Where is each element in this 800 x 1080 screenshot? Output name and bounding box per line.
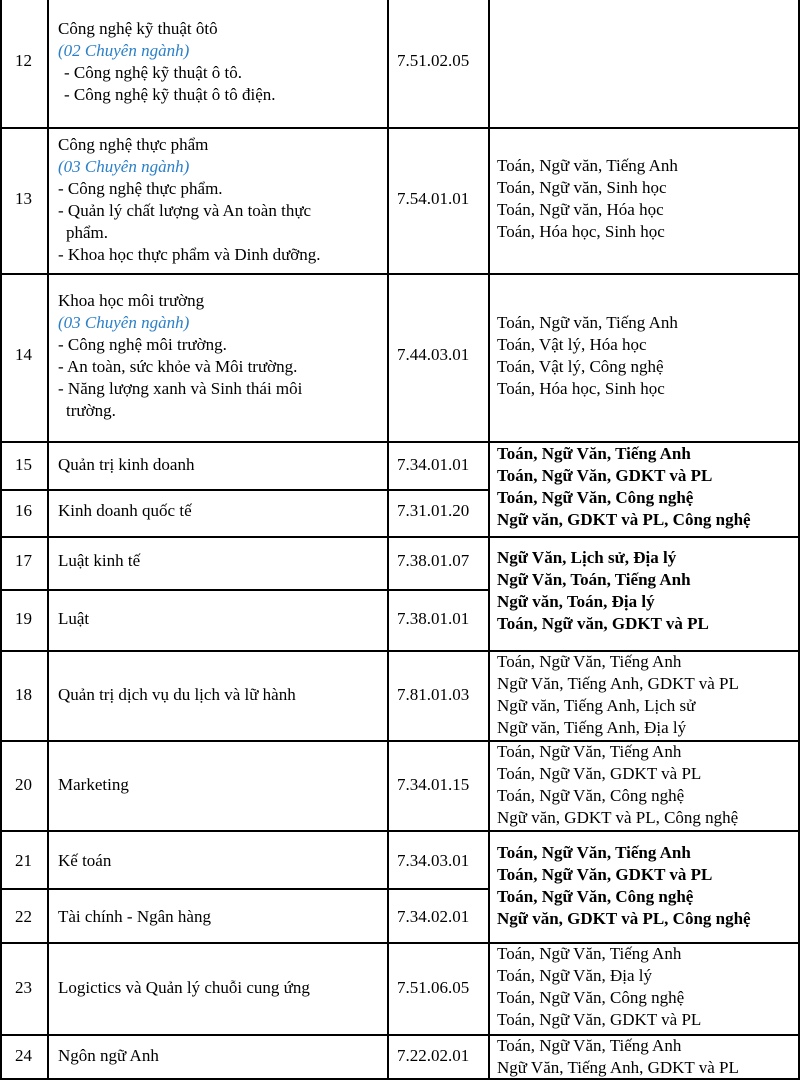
program-code: 7.34.01.15 — [397, 775, 470, 794]
subject-combos-merged — [497, 842, 751, 930]
subject-combos — [497, 1035, 739, 1079]
specialization-item: phẩm. — [66, 223, 109, 242]
row-number: 13 — [15, 189, 32, 208]
subject-combo: Toán, Ngữ Văn, Công nghệ — [497, 988, 685, 1007]
subject-combo: Toán, Ngữ Văn, Công nghệ — [497, 887, 694, 906]
subject-combo: Toán, Vật lý, Hóa học — [497, 335, 647, 354]
row-number: 24 — [15, 1046, 32, 1065]
row-divider — [0, 273, 800, 275]
row-divider — [0, 888, 488, 890]
subject-combo: Ngữ Văn, Tiếng Anh, GDKT và PL — [497, 674, 739, 693]
row-number: 20 — [15, 775, 32, 794]
program-name: Marketing — [58, 775, 129, 794]
row-divider — [0, 830, 800, 832]
specialization-item: - Năng lượng xanh và Sinh thái môi — [58, 379, 303, 398]
specialization-item: - Quản lý chất lượng và An toàn thực — [58, 201, 312, 220]
row-divider — [0, 127, 800, 129]
subject-combos — [497, 741, 738, 829]
program-code: 7.34.03.01 — [397, 851, 470, 870]
table-border-right — [798, 0, 800, 1080]
row-number: 17 — [15, 551, 32, 570]
program-name: Luật — [58, 609, 90, 628]
program-code: 7.31.01.20 — [397, 501, 470, 520]
subject-combo: Toán, Ngữ Văn, Địa lý — [497, 966, 653, 985]
subject-combo: Toán, Ngữ văn, Sinh học — [497, 178, 667, 197]
subject-combo: Ngữ văn, GDKT và PL, Công nghệ — [497, 510, 751, 529]
specialization-item: - Công nghệ thực phẩm. — [58, 179, 223, 198]
program-name: Kinh doanh quốc tế — [58, 501, 192, 520]
subject-combo: Ngữ văn, Tiếng Anh, Lịch sử — [497, 696, 696, 715]
program-name: Logictics và Quản lý chuỗi cung ứng — [58, 978, 310, 997]
specialization-note: (03 Chuyên ngành) — [58, 157, 190, 176]
program-code: 7.44.03.01 — [397, 345, 470, 364]
subject-combos — [497, 312, 678, 400]
program-name: Quản trị kinh doanh — [58, 455, 195, 474]
subject-combos-merged — [497, 547, 709, 635]
row-divider — [0, 536, 800, 538]
subject-combo: Toán, Hóa học, Sinh học — [497, 379, 665, 398]
row-number: 12 — [15, 51, 32, 70]
row-number: 22 — [15, 907, 32, 926]
row-number: 19 — [15, 609, 32, 628]
column-divider — [488, 0, 490, 1080]
program-name: Công nghệ thực phẩm — [58, 135, 209, 154]
program-code: 7.51.06.05 — [397, 978, 470, 997]
program-name: Ngôn ngữ Anh — [58, 1046, 159, 1065]
subject-combo: Ngữ Văn, Lịch sử, Địa lý — [497, 548, 677, 567]
row-number: 18 — [15, 685, 32, 704]
program-code: 7.81.01.03 — [397, 685, 470, 704]
subject-combo: Ngữ Văn, Tiếng Anh, GDKT và PL — [497, 1058, 739, 1077]
subject-combo: Toán, Ngữ văn, Tiếng Anh — [497, 156, 678, 175]
program-code: 7.38.01.07 — [397, 551, 470, 570]
row-number: 15 — [15, 455, 32, 474]
subject-combo: Toán, Ngữ Văn, Công nghệ — [497, 488, 694, 507]
program-name: Khoa học môi trường — [58, 291, 205, 310]
subject-combos-merged — [497, 443, 751, 531]
subject-combo: Toán, Vật lý, Công nghệ — [497, 357, 664, 376]
program-cell — [58, 290, 383, 422]
row-number: 16 — [15, 501, 32, 520]
subject-combo: Ngữ văn, GDKT và PL, Công nghệ — [497, 909, 751, 928]
column-divider — [387, 0, 389, 1080]
subject-combo: Toán, Ngữ Văn, Tiếng Anh — [497, 444, 691, 463]
program-code: 7.34.02.01 — [397, 907, 470, 926]
subject-combos — [497, 155, 678, 243]
column-divider — [47, 0, 49, 1080]
row-divider — [0, 489, 488, 491]
subject-combo: Toán, Ngữ Văn, Tiếng Anh — [497, 1036, 682, 1055]
row-divider — [0, 589, 488, 591]
subject-combo: Toán, Ngữ Văn, Công nghệ — [497, 786, 685, 805]
subject-combos — [497, 651, 739, 739]
specialization-note: (03 Chuyên ngành) — [58, 313, 190, 332]
subject-combo: Toán, Hóa học, Sinh học — [497, 222, 665, 241]
specialization-item: - Khoa học thực phẩm và Dinh dưỡng. — [58, 245, 321, 264]
specialization-item: - Công nghệ kỹ thuật ô tô điện. — [64, 85, 276, 104]
program-cell — [58, 18, 383, 106]
program-code: 7.38.01.01 — [397, 609, 470, 628]
program-code: 7.34.01.01 — [397, 455, 470, 474]
row-number: 21 — [15, 851, 32, 870]
specialization-note: (02 Chuyên ngành) — [58, 41, 190, 60]
subject-combo: Toán, Ngữ Văn, Tiếng Anh — [497, 652, 682, 671]
program-code: 7.54.01.01 — [397, 189, 470, 208]
subject-combo: Ngữ văn, Toán, Địa lý — [497, 592, 655, 611]
specialization-item: - An toàn, sức khỏe và Môi trường. — [58, 357, 298, 376]
specialization-item: - Công nghệ môi trường. — [58, 335, 227, 354]
program-name: Luật kinh tế — [58, 551, 141, 570]
specialization-item: - Công nghệ kỹ thuật ô tô. — [64, 63, 243, 82]
subject-combo: Ngữ văn, GDKT và PL, Công nghệ — [497, 808, 739, 827]
subject-combo: Toán, Ngữ Văn, GDKT và PL — [497, 764, 702, 783]
program-name: Kế toán — [58, 851, 112, 870]
subject-combo: Toán, Ngữ văn, Hóa học — [497, 200, 664, 219]
subject-combo: Toán, Ngữ Văn, GDKT và PL — [497, 466, 713, 485]
program-code: 7.51.02.05 — [397, 51, 470, 70]
program-code: 7.22.02.01 — [397, 1046, 470, 1065]
row-number: 14 — [15, 345, 32, 364]
program-name: Tài chính - Ngân hàng — [58, 907, 211, 926]
row-number: 23 — [15, 978, 32, 997]
program-name: Quản trị dịch vụ du lịch và lữ hành — [58, 685, 296, 704]
subject-combo: Toán, Ngữ Văn, GDKT và PL — [497, 865, 713, 884]
subject-combo: Toán, Ngữ Văn, Tiếng Anh — [497, 742, 682, 761]
program-name: Công nghệ kỹ thuật ôtô — [58, 19, 218, 38]
subject-combo: Toán, Ngữ văn, Tiếng Anh — [497, 313, 678, 332]
subject-combo: Ngữ văn, Tiếng Anh, Địa lý — [497, 718, 687, 737]
subject-combo: Toán, Ngữ Văn, Tiếng Anh — [497, 843, 691, 862]
program-cell — [58, 134, 383, 266]
subject-combos — [497, 943, 701, 1031]
specialization-item: trường. — [66, 401, 116, 420]
subject-combo: Ngữ Văn, Toán, Tiếng Anh — [497, 570, 691, 589]
subject-combo: Toán, Ngữ văn, GDKT và PL — [497, 614, 709, 633]
subject-combo: Toán, Ngữ Văn, Tiếng Anh — [497, 944, 682, 963]
subject-combo: Toán, Ngữ Văn, GDKT và PL — [497, 1010, 702, 1029]
